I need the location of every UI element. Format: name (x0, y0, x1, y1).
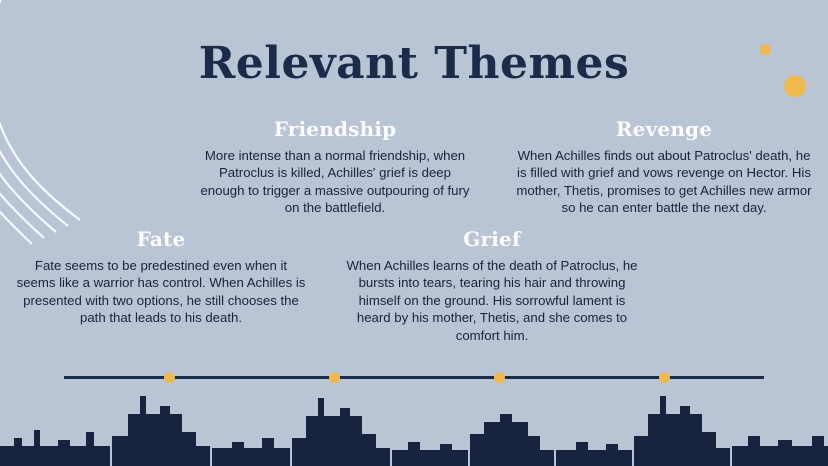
theme-heading-revenge: Revenge (615, 117, 713, 141)
city-skyline-icon (0, 386, 828, 466)
page-title: Relevant Themes (198, 38, 630, 89)
theme-block-friendship (196, 117, 474, 217)
theme-body-revenge: When Achilles finds out about Patroclus' death, he is filled with grief and vows revenge on Hector. His mother, Thetis, promises to get Achilles new armor so he can enter battle the next day. (516, 148, 812, 216)
theme-body-grief: When Achilles learns of the death of Patroclus, he bursts into tears, tearing his hair and throwing himself on the ground. His sorrowful lament is heard by his mother, Thetis, and she comes to comfort him. (346, 258, 638, 343)
theme-block-revenge (514, 117, 814, 217)
theme-body-fate: Fate seems to be predestined even when it seems like a warrior has control. When Achilles is presented with two options, he still chooses the path that leads to his death. (16, 258, 306, 326)
theme-body-friendship: More intense than a normal friendship, when Patroclus is killed, Achilles' grief is deep enough to trigger a massive outpouring of fury on the battlefield. (200, 148, 470, 216)
theme-block-grief (344, 227, 640, 344)
timeline-marker-2 (329, 372, 340, 383)
theme-block-fate (16, 227, 306, 327)
timeline-marker-4 (659, 372, 670, 383)
timeline-bar (64, 376, 764, 379)
theme-heading-friendship: Friendship (273, 117, 397, 141)
theme-heading-grief: Grief (463, 227, 521, 251)
timeline-marker-3 (494, 372, 505, 383)
timeline-marker-1 (164, 372, 175, 383)
theme-heading-fate: Fate (136, 227, 186, 251)
